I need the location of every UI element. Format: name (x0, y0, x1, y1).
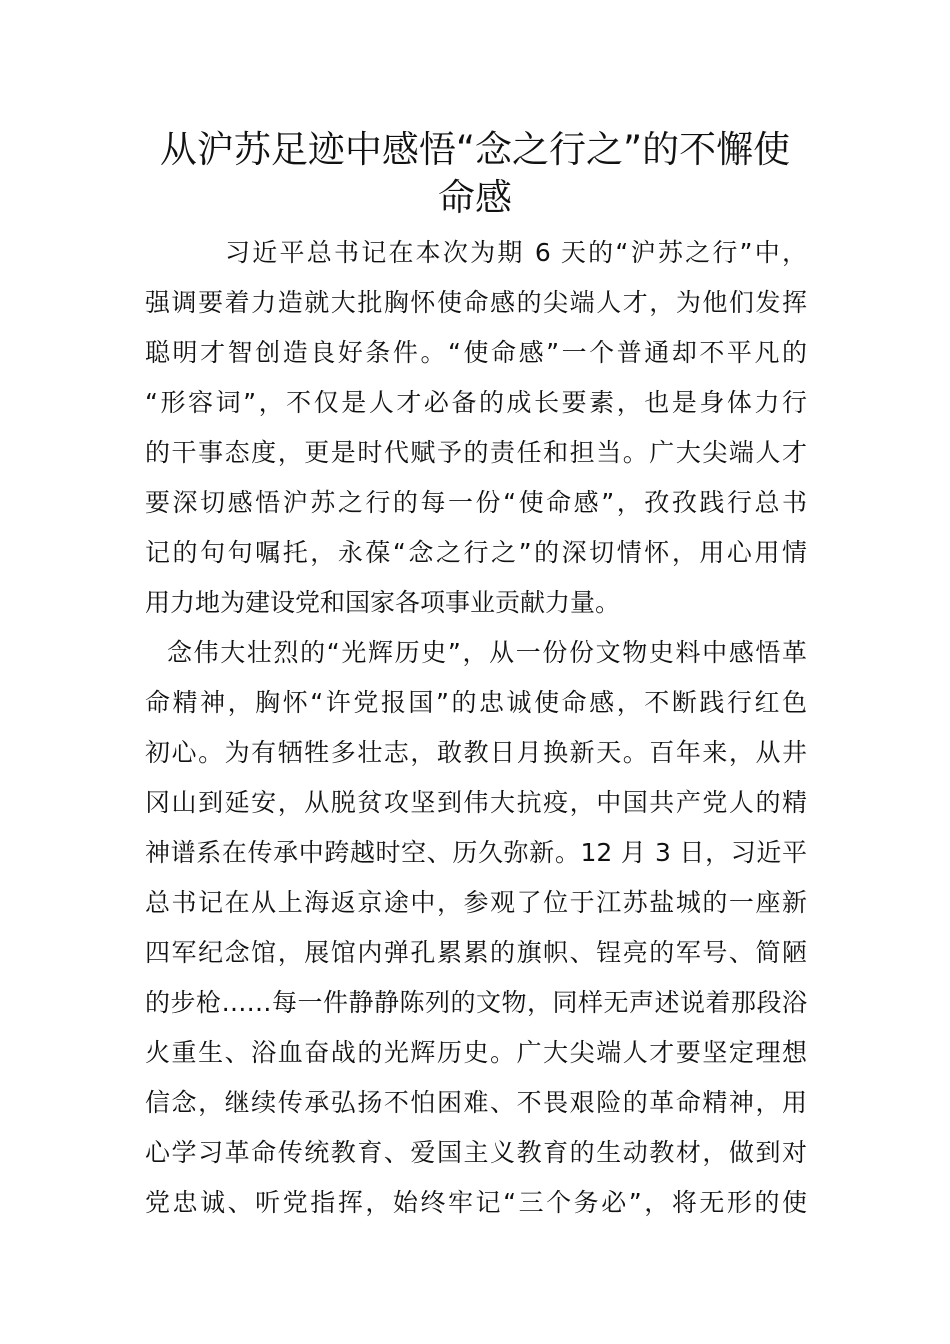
text-line: 心学习革命传统教育、爱国主义教育的生动教材，做到对 (145, 1138, 807, 1167)
title-line-1: 从沪苏足迹中感悟“念之行之”的不懈使 (159, 128, 791, 171)
text-line: 强调要着力造就大批胸怀使命感的尖端人才，为他们发挥 (145, 288, 807, 317)
text-line: 聪明才智创造良好条件。“使命感”一个普通却不平凡的 (145, 338, 807, 367)
text-line: 用力地为建设党和国家各项事业贡献力量。 (145, 588, 621, 617)
text-line: 信念，继续传承弘扬不怕困难、不畏艰险的革命精神，用 (145, 1088, 807, 1117)
document-title (140, 126, 810, 222)
text-line: 四军纪念馆，展馆内弹孔累累的旗帜、锃亮的军号、简陋 (145, 938, 807, 967)
text-line: 总书记在从上海返京途中，参观了位于江苏盐城的一座新 (145, 888, 807, 917)
document-body (145, 228, 807, 1228)
paragraph-1 (145, 228, 807, 628)
text-line: 要深切感悟沪苏之行的每一份“使命感”，孜孜践行总书 (145, 488, 807, 517)
text-line: 火重生、浴血奋战的光辉历史。广大尖端人才要坚定理想 (145, 1038, 807, 1067)
text-line: 初心。为有牺牲多壮志，敢教日月换新天。百年来，从井 (145, 738, 807, 767)
text-line: 念伟大壮烈的“光辉历史”，从一份份文物史料中感悟革 (167, 638, 807, 667)
text-line: 冈山到延安，从脱贫攻坚到伟大抗疫，中国共产党人的精 (145, 788, 807, 817)
text-line: 习近平总书记在本次为期 6 天的“沪苏之行”中， (225, 238, 807, 267)
text-line: 神谱系在传承中跨越时空、历久弥新。12 月 3 日，习近平 (145, 838, 807, 867)
title-line-2: 命感 (438, 176, 512, 219)
text-line: 的步枪……每一件静静陈列的文物，同样无声述说着那段浴 (145, 988, 807, 1017)
text-line: 的干事态度，更是时代赋予的责任和担当。广大尖端人才 (145, 438, 807, 467)
text-line: “形容词”，不仅是人才必备的成长要素，也是身体力行 (145, 388, 807, 417)
paragraph-2 (145, 628, 807, 1228)
text-line: 记的句句嘱托，永葆“念之行之”的深切情怀，用心用情 (145, 538, 807, 567)
text-line: 命精神，胸怀“许党报国”的忠诚使命感，不断践行红色 (145, 688, 807, 717)
text-line: 党忠诚、听党指挥，始终牢记“三个务必”，将无形的使 (145, 1188, 807, 1217)
